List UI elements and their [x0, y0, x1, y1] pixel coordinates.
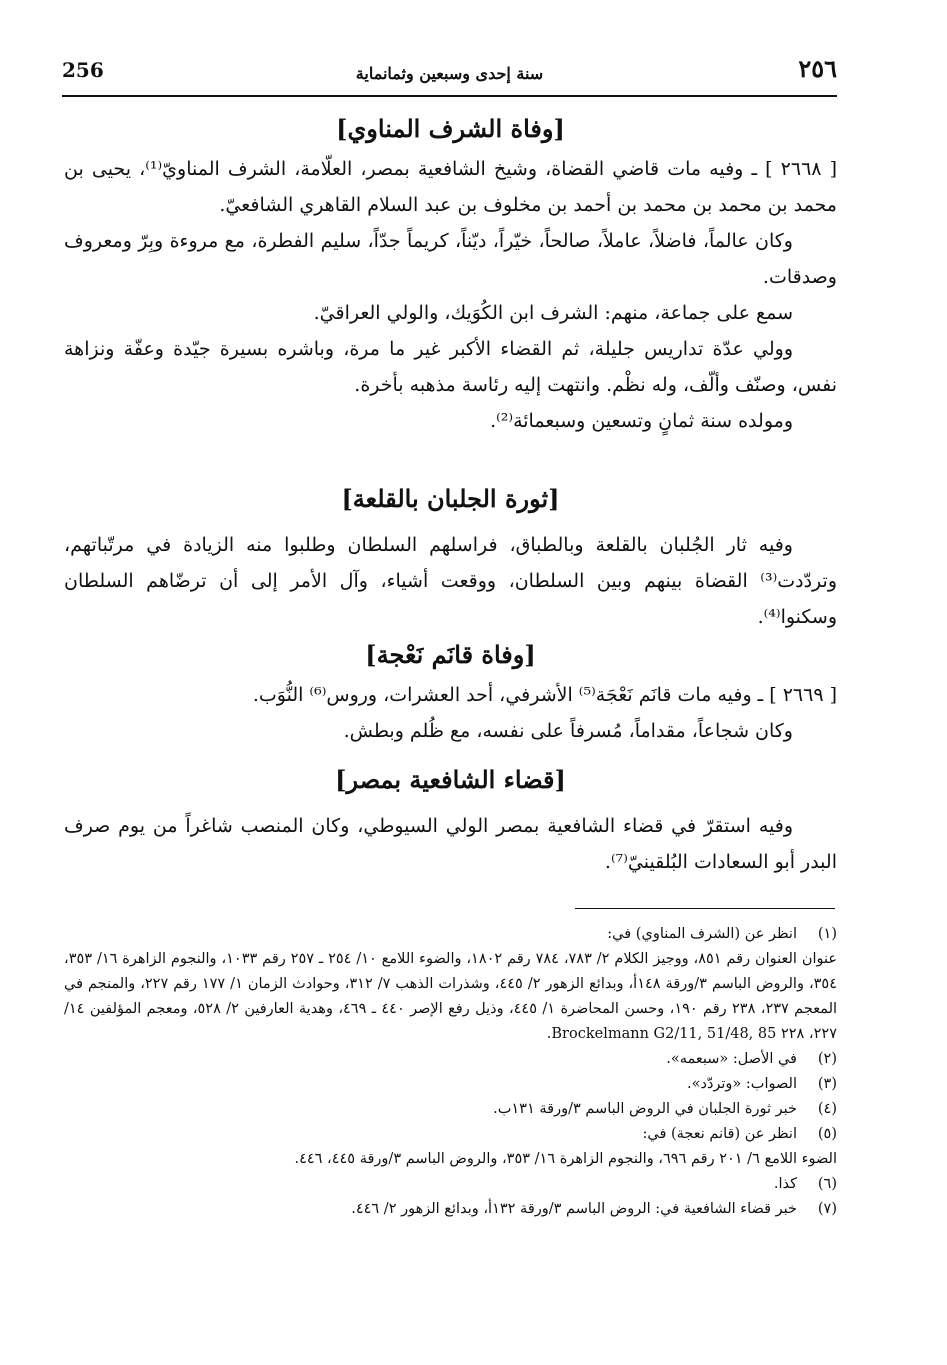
entry-paragraph: [ ٢٦٦٩ ] ـ وفيه مات قانَم نَعْجَة⁽⁵⁾ الأشرفي، أحد العشرات، وروس⁽⁶⁾ النُّوَب. — [252, 684, 837, 706]
section-heading: [وفاة الشرف المناوي] — [336, 114, 565, 143]
footnote-continuation: عنوان العنوان رقم ٨٥١، ووجيز الكلام ٢/ ٧٨٣، ٧٨٤ رقم ١٨٠٢، والضوء اللامع ١٠/ ٢٥٤ ـ ٢٥٧ رقم ١٠٣٣، والنجوم الزاهرة ١٦/ ٣٥٣، ٣٥٤، والروض الباسم ٣/ورقة ١٤٨أ، وبدائع الزهور ٢/ ٤٤٥، وشذرات الذهب ٧/ ٣١٢، وحوادث الزمان ١/ ١٧٧ رقم ٢٢٧، والمنجم في المعجم ٢٣٧، ٢٣٨ رقم ١٩٠، وحسن المحاضرة ١/ ٤٤٥، وذيل رفع الإصر ٤٤٠ ـ ٤٦٩، وهدية العارفين ٢/ ٥٢٨، ومعجم المؤلفين ١٤/ ٢٢٧، ٢٢٨ Brockelmann G2/11, 51/48, 85. — [64, 951, 838, 1042]
footnote-text: خبر قضاء الشافعية في: الروض الباسم ٣/ورقة ١٣٢أ، وبدائع الزهور ٢/ ٤٤٦. — [351, 1201, 797, 1217]
section-julban-revolt — [64, 481, 837, 635]
footnote-item — [64, 1122, 837, 1147]
footnote-continuation: الضوء اللامع ٦/ ٢٠١ رقم ٦٩٦، والنجوم الزاهرة ١٦/ ٣٥٣، والروض الباسم ٣/ورقة ٤٤٥، ٤٤٦. — [294, 1151, 837, 1167]
footnotes — [64, 922, 837, 1222]
body-paragraph: وكان عالماً، فاضلاً، عاملاً، صالحاً، خيّراً، ديّناً، كريماً جدّاً، سليم الفطرة، مع مروءة وبِرّ ومعروف وصدقات. — [64, 230, 837, 288]
body-paragraph: وكان شجاعاً، مقداماً، مُسرفاً على نفسه، مع ظُلم وبطش. — [343, 720, 793, 742]
section-death-qanim-naja — [64, 637, 837, 749]
footnote-item — [64, 922, 837, 947]
section-heading: [قضاء الشافعية بمصر] — [335, 765, 566, 794]
footnote-text: انظر عن (الشرف المناوي) في: — [607, 926, 797, 942]
footnote-number: (٧) — [817, 1201, 837, 1217]
footnote-item — [64, 1097, 837, 1122]
body-paragraph: وفيه ثار الجُلبان بالقلعة وبالطباق، فراسلهم السلطان وطلبوا منه الزيادة في مرتّباتهم، وتردّدت⁽³⁾ القضاة بينهم وبين السلطان، ووقعت أشياء، وآل الأمر إلى أن ترضّاهم السلطان وسكنوا⁽⁴⁾. — [64, 534, 837, 628]
running-title: سنة إحدى وسبعين وثمانماية — [355, 64, 544, 83]
body-paragraph: وولي عدّة تداريس جليلة، ثم القضاء الأكبر غير ما مرة، وباشره بسيرة جيّدة وعفّة ونزاهة نفس، وصنّف وألّف، وله نظْم. وانتهت إليه رئاسة مذهبه بأخرة. — [64, 338, 837, 396]
header-rule — [62, 95, 837, 97]
body-paragraph: سمع على جماعة، منهم: الشرف ابن الكُوَيك، والولي العراقيّ. — [313, 302, 793, 324]
section-death-sharaf-munawi — [64, 111, 837, 439]
footnote-item — [64, 1072, 837, 1097]
body-paragraph: وفيه استقرّ في قضاء الشافعية بمصر الولي السيوطي، وكان المنصب شاغراً من يوم صرف البدر أبو السعادات البُلقينيّ⁽⁷⁾. — [64, 815, 837, 873]
footnote-item — [64, 1197, 837, 1222]
footnote-number: (٢) — [817, 1051, 837, 1067]
footnote-item — [64, 1047, 837, 1072]
section-heading: [ثورة الجلبان بالقلعة] — [341, 484, 560, 513]
footnote-text: كذا. — [773, 1176, 797, 1192]
footnote-number: (٣) — [817, 1076, 837, 1092]
page-header — [62, 52, 837, 92]
footnote-rule — [575, 908, 835, 909]
footnote-number: (٦) — [817, 1176, 837, 1192]
footnote-text: في الأصل: «سبعمه». — [666, 1051, 797, 1067]
footnote-text: الصواب: «وتردّد». — [687, 1076, 797, 1092]
section-shafii-judgeship — [64, 762, 837, 880]
body-paragraph: ومولده سنة ثمانٍ وتسعين وسبعمائة⁽²⁾. — [490, 410, 793, 432]
page-number-latin: 256 — [62, 58, 104, 82]
footnote-text: انظر عن (قانم نعجة) في: — [642, 1126, 797, 1142]
page-number-arabic: ٢٥٦ — [798, 54, 837, 83]
section-heading: [وفاة قانَم نَعْجة] — [365, 640, 536, 669]
footnote-text: خبر ثورة الجلبان في الروض الباسم ٣/ورقة ١٣١ب. — [493, 1101, 797, 1117]
footnote-item — [64, 1172, 837, 1197]
footnote-number: (١) — [817, 926, 837, 942]
entry-paragraph: [ ٢٦٦٨ ] ـ وفيه مات قاضي القضاة، وشيخ الشافعية بمصر، العلّامة، الشرف المناويّ⁽¹⁾، يحيى بن محمد بن محمد بن محمد بن أحمد بن مخلوف بن عبد السلام القاهري الشافعيّ. — [64, 158, 838, 216]
footnote-number: (٤) — [817, 1101, 837, 1117]
footnote-number: (٥) — [817, 1126, 837, 1142]
